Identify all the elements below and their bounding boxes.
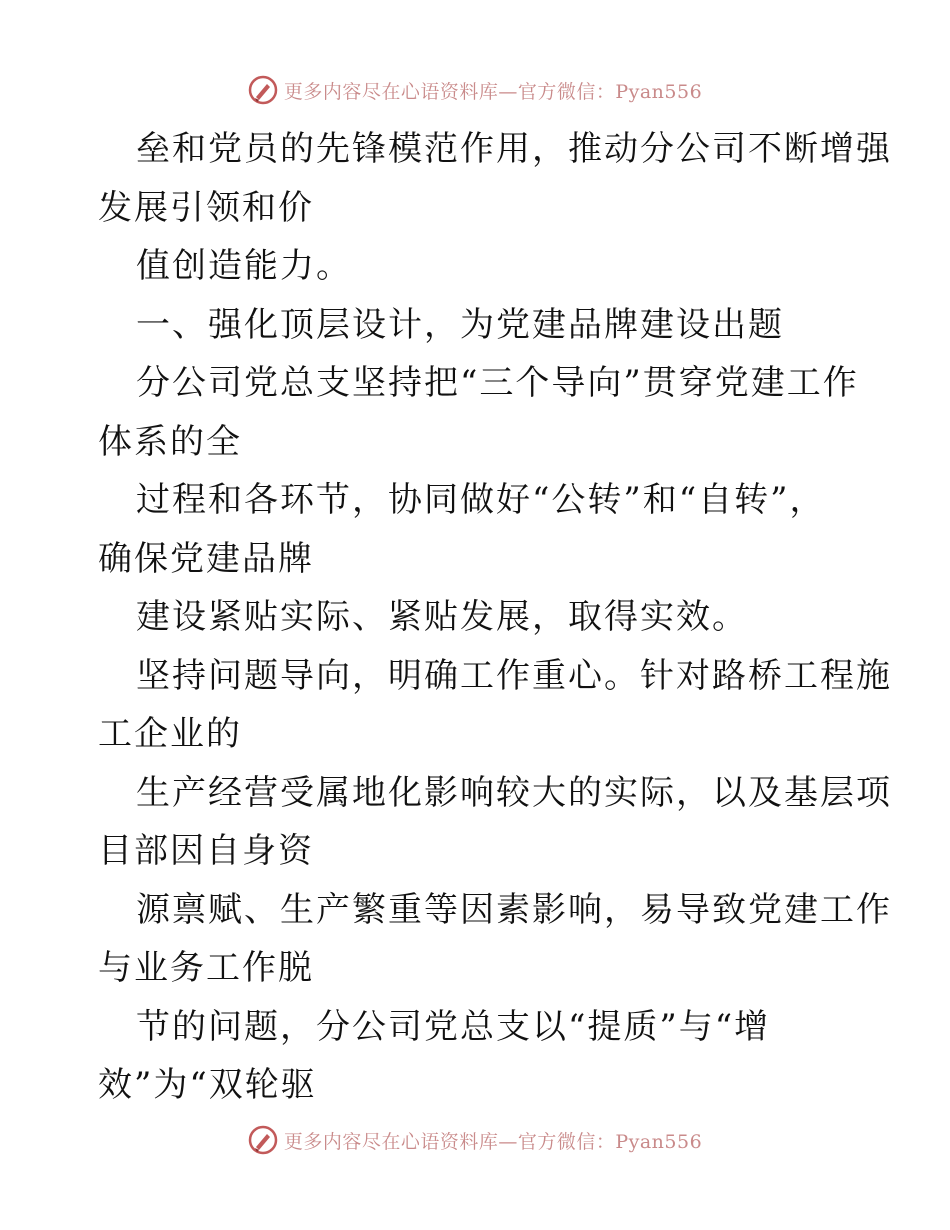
text-line: 过程和各环节，协同做好“公转”和“自转”， [136,480,826,520]
pen-logo-icon [248,75,278,105]
pen-logo-icon [248,1125,278,1155]
text-line: 值创造能力。 [136,246,352,286]
text-line: 与业务工作脱 [98,948,314,988]
text-line: 确保党建品牌 [98,538,314,579]
text-line: 发展引领和价 [98,187,314,228]
text-line: 生产经营受属地化影响较大的实际，以及基层项 [136,772,892,813]
text-line: 分公司党总支坚持把“三个导向”贯穿党建工作 [136,363,859,403]
text-line: 一、强化顶层设计，为党建品牌建设出题 [136,304,784,345]
body-text [98,120,892,1115]
text-line: 效”为“双轮驱 [98,1065,317,1105]
header-banner [0,70,950,110]
footer-banner-text: 更多内容尽在心语资料库—官方微信：Pyan556 [283,1130,703,1153]
header-banner-text: 更多内容尽在心语资料库—官方微信：Pyan556 [283,80,703,103]
text-line: 工企业的 [98,714,242,754]
text-line: 垒和党员的先锋模范作用，推动分公司不断增强 [136,129,892,169]
text-line: 体系的全 [98,421,242,462]
text-line: 源禀赋、生产繁重等因素影响，易导致党建工作 [136,889,892,930]
text-line: 目部因自身资 [98,831,314,871]
footer-banner [0,1120,950,1160]
text-line: 节的问题，分公司党总支以“提质”与“增 [136,1006,771,1047]
text-line: 坚持问题导向，明确工作重心。针对路桥工程施 [136,655,892,696]
text-line: 建设紧贴实际、紧贴发展，取得实效。 [136,597,748,637]
